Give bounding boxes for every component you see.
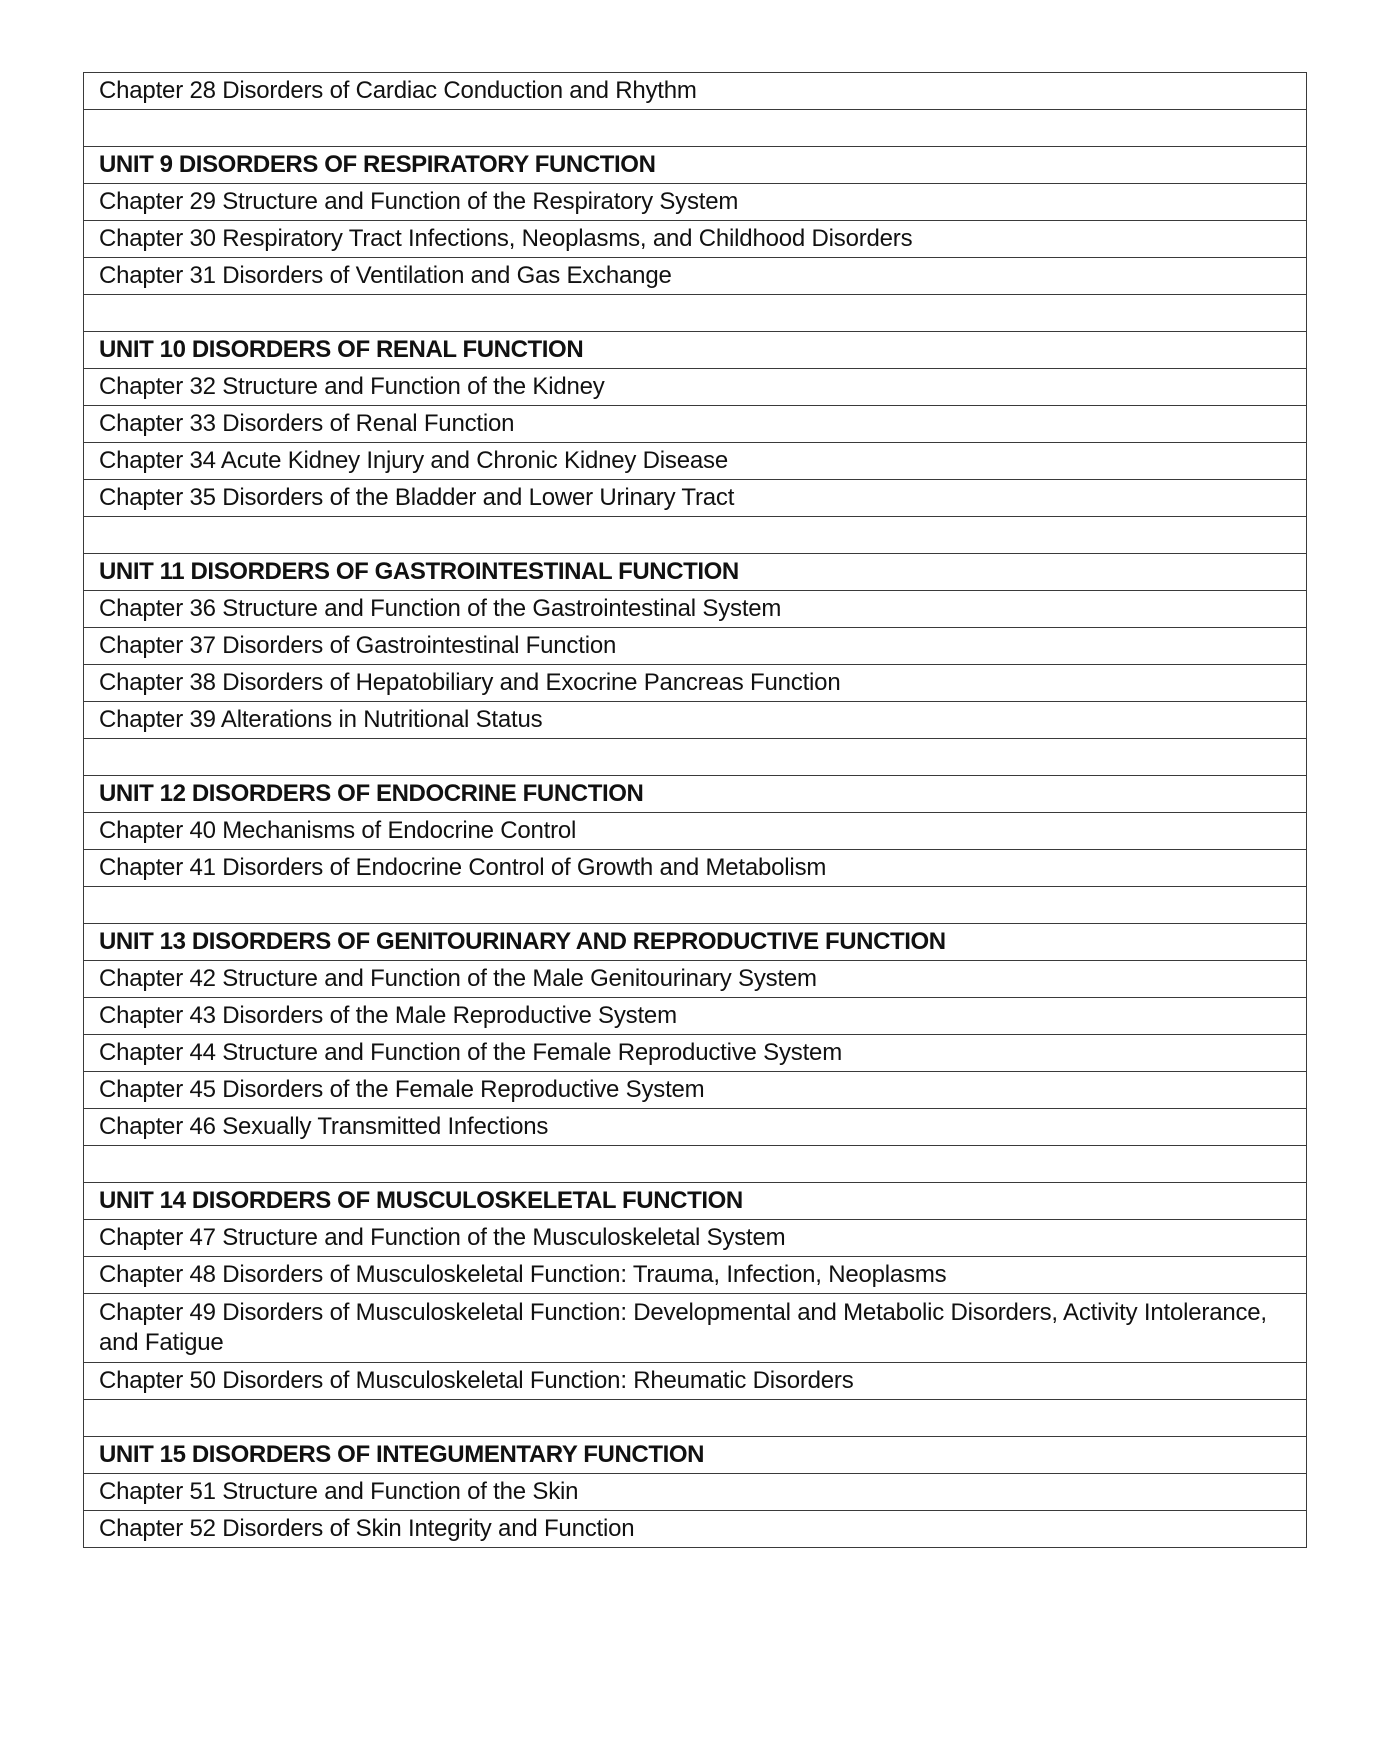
chapter-row (84, 1474, 1307, 1511)
unit-heading-row (84, 147, 1307, 184)
spacer-cell (84, 739, 1307, 776)
chapter-row (84, 628, 1307, 665)
chapter-row (84, 961, 1307, 998)
chapter-row (84, 1257, 1307, 1294)
chapter-title: Chapter 44 Structure and Function of the Female Reproductive System (84, 1035, 1307, 1072)
chapter-title: Chapter 41 Disorders of Endocrine Control of Growth and Metabolism (84, 850, 1307, 887)
unit-heading: UNIT 9 DISORDERS OF RESPIRATORY FUNCTION (84, 147, 1307, 184)
chapter-title: Chapter 37 Disorders of Gastrointestinal Function (84, 628, 1307, 665)
chapter-title: Chapter 30 Respiratory Tract Infections, Neoplasms, and Childhood Disorders (84, 221, 1307, 258)
chapter-title: Chapter 33 Disorders of Renal Function (84, 406, 1307, 443)
chapter-row (84, 1072, 1307, 1109)
chapter-title: Chapter 43 Disorders of the Male Reproductive System (84, 998, 1307, 1035)
spacer-row (84, 110, 1307, 147)
unit-heading: UNIT 14 DISORDERS OF MUSCULOSKELETAL FUNCTION (84, 1183, 1307, 1220)
chapter-row (84, 1220, 1307, 1257)
spacer-cell (84, 517, 1307, 554)
chapter-title: Chapter 50 Disorders of Musculoskeletal Function: Rheumatic Disorders (84, 1363, 1307, 1400)
chapter-title: Chapter 31 Disorders of Ventilation and Gas Exchange (84, 258, 1307, 295)
chapter-title: Chapter 45 Disorders of the Female Reproductive System (84, 1072, 1307, 1109)
chapter-title: Chapter 47 Structure and Function of the Musculoskeletal System (84, 1220, 1307, 1257)
toc-body (84, 73, 1307, 1548)
chapter-title: Chapter 35 Disorders of the Bladder and Lower Urinary Tract (84, 480, 1307, 517)
unit-heading: UNIT 12 DISORDERS OF ENDOCRINE FUNCTION (84, 776, 1307, 813)
chapter-row (84, 850, 1307, 887)
chapter-title: Chapter 36 Structure and Function of the Gastrointestinal System (84, 591, 1307, 628)
spacer-cell (84, 1146, 1307, 1183)
spacer-cell (84, 110, 1307, 147)
chapter-title: Chapter 46 Sexually Transmitted Infections (84, 1109, 1307, 1146)
chapter-title: Chapter 34 Acute Kidney Injury and Chronic Kidney Disease (84, 443, 1307, 480)
spacer-cell (84, 1400, 1307, 1437)
unit-heading: UNIT 15 DISORDERS OF INTEGUMENTARY FUNCTION (84, 1437, 1307, 1474)
chapter-title: Chapter 39 Alterations in Nutritional Status (84, 702, 1307, 739)
chapter-row (84, 369, 1307, 406)
chapter-row (84, 665, 1307, 702)
unit-heading-row (84, 776, 1307, 813)
chapter-title: Chapter 48 Disorders of Musculoskeletal Function: Trauma, Infection, Neoplasms (84, 1257, 1307, 1294)
chapter-title: Chapter 52 Disorders of Skin Integrity and Function (84, 1511, 1307, 1548)
chapter-title: Chapter 38 Disorders of Hepatobiliary and Exocrine Pancreas Function (84, 665, 1307, 702)
chapter-row (84, 443, 1307, 480)
unit-heading: UNIT 11 DISORDERS OF GASTROINTESTINAL FUNCTION (84, 554, 1307, 591)
spacer-cell (84, 887, 1307, 924)
spacer-row (84, 517, 1307, 554)
unit-heading-row (84, 924, 1307, 961)
chapter-row (84, 1511, 1307, 1548)
chapter-row (84, 998, 1307, 1035)
chapter-row (84, 258, 1307, 295)
chapter-row (84, 813, 1307, 850)
unit-heading-row (84, 1437, 1307, 1474)
chapter-title: Chapter 32 Structure and Function of the Kidney (84, 369, 1307, 406)
chapter-row (84, 184, 1307, 221)
chapter-title: Chapter 49 Disorders of Musculoskeletal Function: Developmental and Metabolic Disorders, Activity Intolerance, and Fatigue (84, 1294, 1307, 1363)
chapter-row (84, 1363, 1307, 1400)
table-of-contents (83, 72, 1307, 1548)
chapter-title: Chapter 28 Disorders of Cardiac Conduction and Rhythm (84, 73, 1307, 110)
chapter-row (84, 1294, 1307, 1363)
spacer-row (84, 295, 1307, 332)
spacer-cell (84, 295, 1307, 332)
spacer-row (84, 1146, 1307, 1183)
chapter-row (84, 480, 1307, 517)
chapter-row (84, 1109, 1307, 1146)
unit-heading: UNIT 13 DISORDERS OF GENITOURINARY AND REPRODUCTIVE FUNCTION (84, 924, 1307, 961)
chapter-title: Chapter 42 Structure and Function of the Male Genitourinary System (84, 961, 1307, 998)
unit-heading-row (84, 554, 1307, 591)
chapter-title: Chapter 51 Structure and Function of the Skin (84, 1474, 1307, 1511)
chapter-row (84, 221, 1307, 258)
spacer-row (84, 887, 1307, 924)
spacer-row (84, 1400, 1307, 1437)
chapter-row (84, 73, 1307, 110)
chapter-row (84, 406, 1307, 443)
chapter-row (84, 702, 1307, 739)
spacer-row (84, 739, 1307, 776)
unit-heading: UNIT 10 DISORDERS OF RENAL FUNCTION (84, 332, 1307, 369)
chapter-row (84, 1035, 1307, 1072)
chapter-title: Chapter 40 Mechanisms of Endocrine Control (84, 813, 1307, 850)
unit-heading-row (84, 332, 1307, 369)
chapter-row (84, 591, 1307, 628)
unit-heading-row (84, 1183, 1307, 1220)
chapter-title: Chapter 29 Structure and Function of the Respiratory System (84, 184, 1307, 221)
